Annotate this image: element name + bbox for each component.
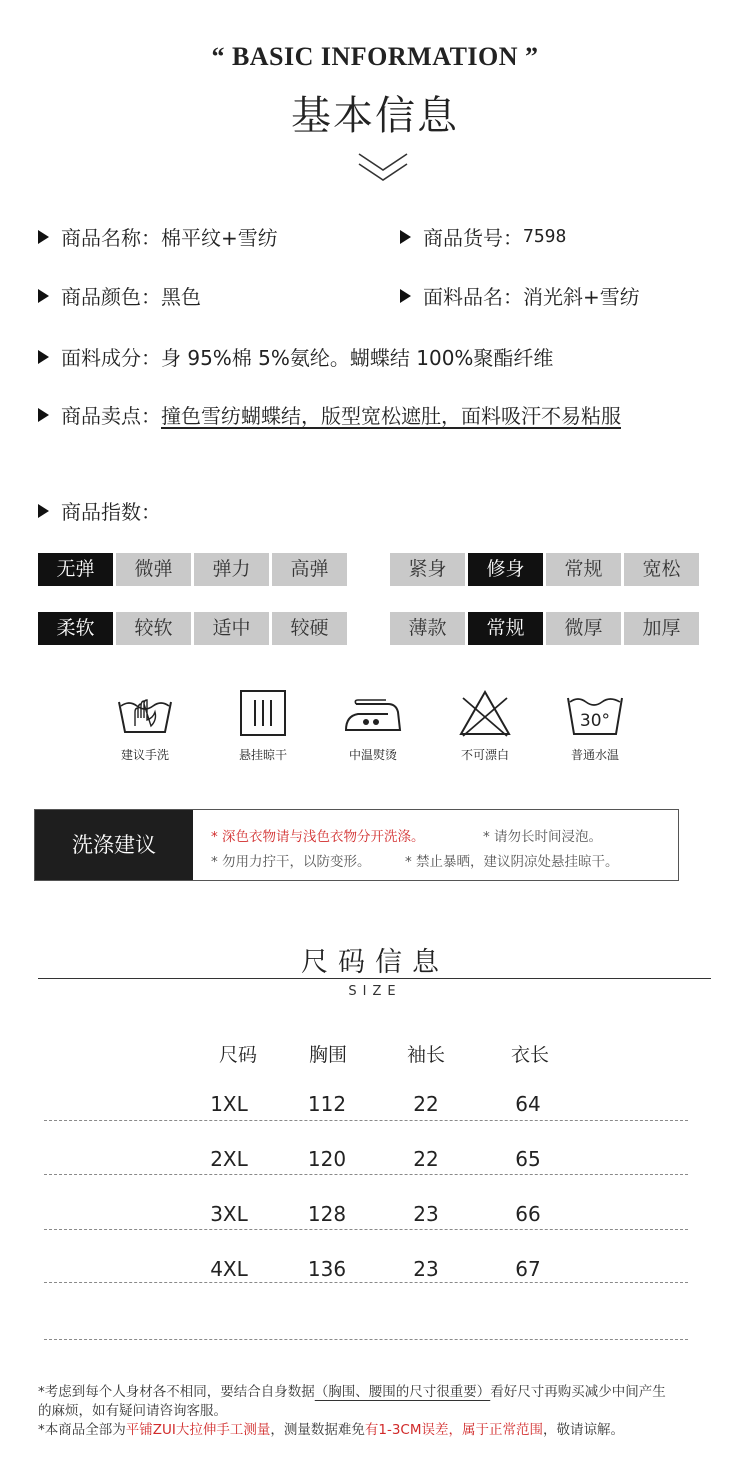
size-cell: 23	[413, 1202, 439, 1226]
no-bleach-icon	[455, 688, 515, 738]
info-value: 7598	[523, 226, 567, 247]
info-label: 商品颜色：	[61, 285, 161, 309]
tag-elasticity: 弹力	[194, 553, 269, 586]
info-label: 面料成分：	[61, 346, 161, 370]
care-hand-wash	[90, 688, 200, 763]
hang-dry-icon	[233, 688, 293, 738]
care-label: 建议手洗	[120, 748, 169, 762]
size-header: 尺码	[218, 1044, 257, 1066]
info-label: 商品货号：	[423, 226, 523, 250]
triangle-bullet-icon	[38, 230, 49, 244]
info-selling-points	[38, 400, 621, 429]
note-emphasis: （胸围、腰围的尺寸很重要）	[314, 1384, 491, 1400]
triangle-bullet-icon	[38, 350, 49, 364]
dashed-divider	[44, 1282, 688, 1283]
care-label: 中温熨烫	[348, 748, 397, 762]
tag-fit: 修身	[468, 553, 543, 586]
info-value: 撞色雪纺蝴蝶结，版型宽松遮肚，面料吸汗不易粘服	[161, 404, 621, 428]
info-fabric-name	[400, 281, 640, 310]
info-label: 面料品名：	[423, 285, 523, 309]
size-header: 胸围	[308, 1044, 347, 1066]
size-cell: 128	[307, 1202, 347, 1226]
tag-thickness: 薄款	[390, 612, 465, 645]
note-highlight: 有1-3CM误差，属于正常范围	[364, 1422, 543, 1438]
info-product-color	[38, 281, 201, 310]
triangle-bullet-icon	[38, 408, 49, 422]
tag-softness: 较软	[116, 612, 191, 645]
note-text: *本商品全部为	[38, 1422, 126, 1438]
info-product-index	[38, 496, 161, 525]
triangle-bullet-icon	[400, 289, 411, 303]
note-text: *考虑到每个人身材各不相同，要结合自身数据	[38, 1384, 315, 1400]
size-header: 衣长	[510, 1044, 549, 1066]
info-product-code	[400, 222, 566, 251]
info-value: 棉平纹+雪纺	[161, 226, 278, 250]
size-cell: 23	[413, 1257, 439, 1281]
info-value: 消光斜+雪纺	[523, 285, 640, 309]
size-cell: 2XL	[210, 1147, 248, 1171]
care-label: 悬挂晾干	[238, 748, 287, 762]
size-cell: 65	[515, 1147, 541, 1171]
note-text: ，测量数据难免	[270, 1422, 365, 1438]
info-fabric-composition	[38, 342, 553, 371]
dashed-divider	[44, 1339, 688, 1340]
tag-softness: 适中	[194, 612, 269, 645]
size-cell: 22	[413, 1092, 439, 1116]
size-cell: 4XL	[210, 1257, 248, 1281]
tag-fit: 常规	[546, 553, 621, 586]
tag-softness: 较硬	[272, 612, 347, 645]
tag-thickness: 加厚	[624, 612, 699, 645]
double-chevron-down-icon	[355, 150, 411, 186]
care-no-bleach	[430, 688, 540, 763]
care-wash-30	[540, 688, 650, 763]
size-cell: 136	[307, 1257, 347, 1281]
tag-thickness: 微厚	[546, 612, 621, 645]
divider	[38, 978, 711, 979]
size-cell: 22	[413, 1147, 439, 1171]
wash-tip: * 深色衣物请与浅色衣物分开洗涤。	[211, 829, 425, 845]
size-cell: 1XL	[210, 1092, 248, 1116]
triangle-bullet-icon	[38, 289, 49, 303]
note-text: ，敬请谅解。	[543, 1422, 624, 1438]
english-title: “ BASIC INFORMATION ”	[211, 42, 539, 71]
tag-fit: 宽松	[624, 553, 699, 586]
iron-medium-icon	[342, 688, 404, 738]
tag-softness: 柔软	[38, 612, 113, 645]
size-cell: 112	[307, 1092, 347, 1116]
tag-thickness: 常规	[468, 612, 543, 645]
triangle-bullet-icon	[400, 230, 411, 244]
info-value: 黑色	[161, 285, 201, 309]
size-note-line3	[38, 1418, 624, 1438]
wash-30-icon	[564, 688, 626, 738]
wash-temperature: 30°	[579, 711, 611, 731]
dashed-divider	[44, 1120, 688, 1121]
wash-tip: * 请勿长时间浸泡。	[483, 829, 603, 845]
tag-elasticity: 高弹	[272, 553, 347, 586]
tag-elasticity: 微弹	[116, 553, 191, 586]
info-product-name	[38, 222, 278, 251]
hand-wash-icon	[115, 688, 175, 738]
note-highlight: 平铺ZUI大拉伸手工测量	[125, 1422, 271, 1438]
size-cell: 67	[515, 1257, 541, 1281]
size-section-subtitle: SIZE	[348, 984, 402, 999]
info-value: 身 95%棉 5%氨纶。蝴蝶结 100%聚酯纤维	[161, 346, 554, 370]
size-cell: 64	[515, 1092, 541, 1116]
size-cell: 120	[307, 1147, 347, 1171]
triangle-bullet-icon	[38, 504, 49, 518]
size-cell: 66	[515, 1202, 541, 1226]
size-cell: 3XL	[210, 1202, 248, 1226]
tag-elasticity: 无弹	[38, 553, 113, 586]
care-hang-dry	[208, 688, 318, 763]
size-section-title: 尺码信息	[301, 947, 449, 978]
dashed-divider	[44, 1174, 688, 1175]
care-iron-medium	[318, 688, 428, 763]
size-header: 袖长	[406, 1044, 445, 1066]
info-label: 商品卖点：	[61, 404, 161, 428]
info-label: 商品指数：	[61, 500, 161, 524]
dashed-divider	[44, 1229, 688, 1230]
wash-advice-box	[34, 809, 679, 881]
care-label: 普通水温	[570, 748, 619, 762]
wash-tip: * 勿用力拧干，以防变形。	[211, 854, 371, 870]
chinese-title: 基本信息	[291, 93, 459, 139]
info-label: 商品名称：	[61, 226, 161, 250]
care-label: 不可漂白	[460, 748, 509, 762]
tag-fit: 紧身	[390, 553, 465, 586]
size-note-line1	[38, 1380, 666, 1400]
size-note-line2: 的麻烦，如有疑问请咨询客服。	[38, 1403, 227, 1419]
wash-tip: * 禁止暴晒，建议阴凉处悬挂晾干。	[405, 854, 619, 870]
wash-advice-heading: 洗涤建议	[35, 810, 193, 880]
note-text: 看好尺寸再购买减少中间产生	[490, 1384, 666, 1400]
